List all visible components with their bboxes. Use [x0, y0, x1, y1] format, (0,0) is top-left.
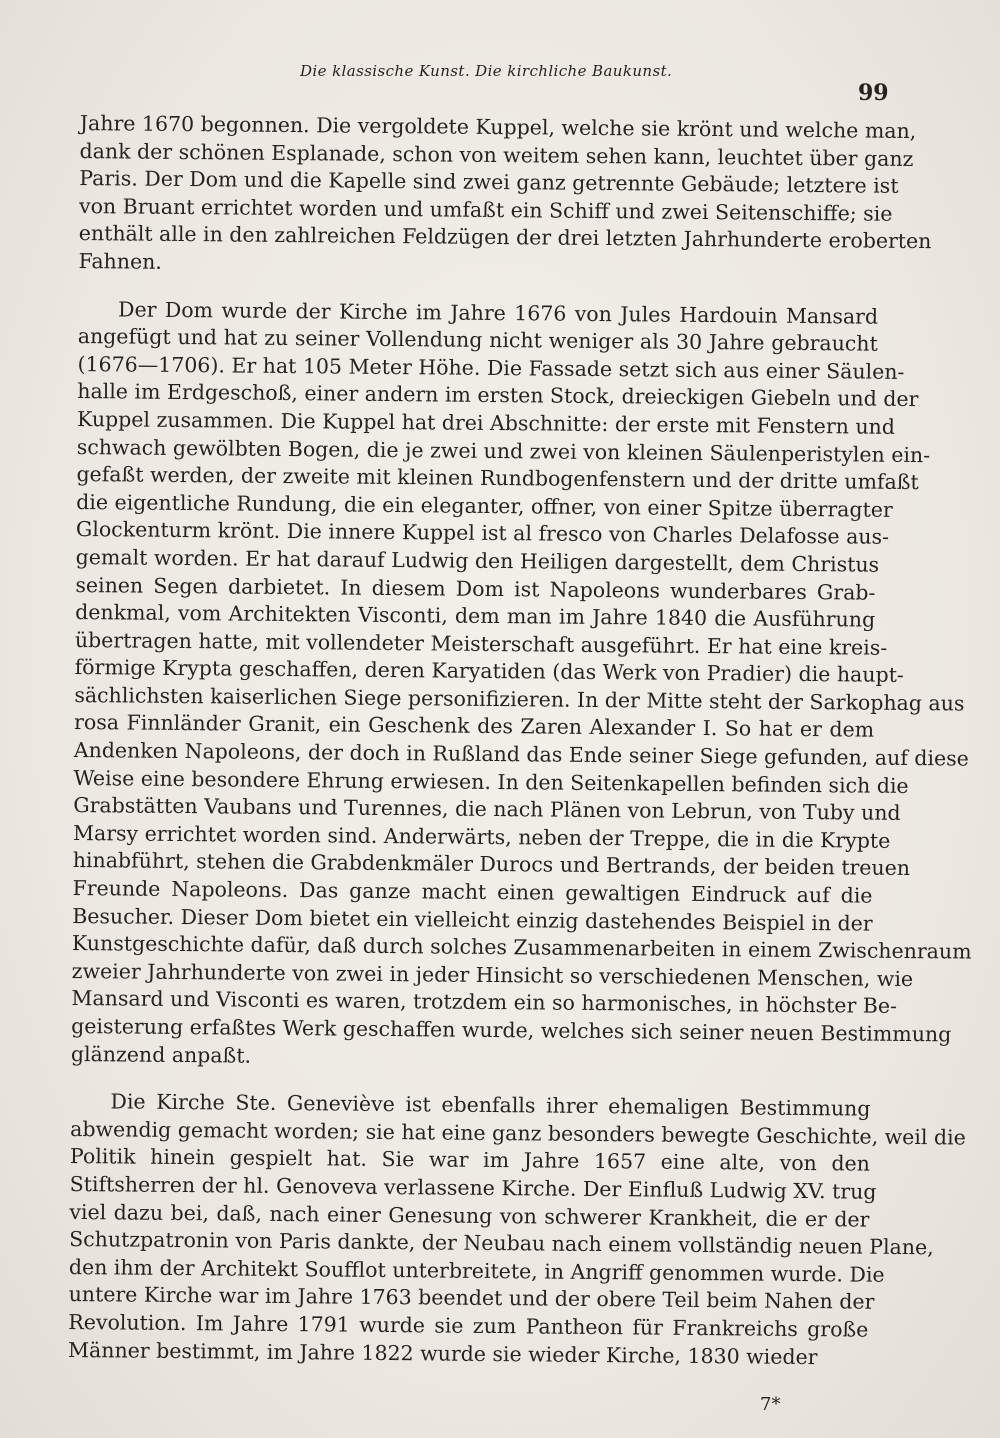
text-line: Politik hinein gespielt hat. Sie war im Jahre 1657 eine alte, von den [69, 1144, 871, 1177]
text-line: dank der schönen Esplanade, schon von weitem sehen kann, leuchtet über ganz [79, 138, 914, 171]
text-line: Fahnen. [78, 248, 162, 274]
text-line: gefaßt werden, der zweite mit kleinen Rundbogenfenstern und der dritte umfaßt [76, 462, 919, 495]
text-line: Der Dom wurde der Kirche im Jahre 1676 von Jules Hardouin Mansard [117, 296, 879, 329]
text-line: halle im Erdgeschoß, einer andern im ersten Stock, dreieckigen Giebeln und der [77, 379, 919, 412]
text-line: seinen Segen darbietet. In diesem Dom ist Napoleons wunderbares Grab- [75, 572, 876, 605]
text-line: Schutzpatronin von Paris dankte, der Neubau nach einem vollständig neuen Plane, [69, 1227, 934, 1260]
text-line: Weise eine besondere Ehrung erwiesen. In den Seitenkapellen befinden sich die [73, 765, 909, 798]
text-line: viel dazu bei, daß, nach einer Genesung von schwerer Krankheit, die er der [69, 1199, 870, 1232]
text-line: die eigentliche Rundung, die ein eleganter, offner, von einer Spitze überragter [76, 489, 893, 522]
text-line: Besucher. Dieser Dom bietet ein vielleicht einzig dastehendes Beispiel in der [72, 903, 873, 936]
text-line: übertragen hatte, mit vollendeter Meisterschaft ausgeführt. Er hat eine kreis- [74, 627, 888, 660]
running-title: Die klassische Kunst. Die kirchliche Baukunst. [300, 62, 673, 80]
paragraph [78, 110, 932, 283]
text-line: Freunde Napoleons. Das ganze macht einen gewaltigen Eindruck auf die [72, 875, 873, 908]
text-line: hinabführt, stehen die Grabdenkmäler Durocs und Bertrands, der beiden treuen [72, 848, 911, 881]
text-line: denkmal, vom Architekten Visconti, dem man im Jahre 1840 die Ausführung [75, 600, 876, 632]
text-line: förmige Krypta geschaffen, deren Karyatiden (das Werk von Pradier) die haupt- [74, 655, 904, 688]
text-line: sächlichsten kaiserlichen Siege personifizieren. In der Mitte steht der Sarkophag aus [74, 682, 965, 716]
text-line: Die Kirche Ste. Geneviève ist ebenfalls ihrer ehemaligen Bestimmung [110, 1089, 871, 1121]
paragraph [70, 296, 972, 1076]
text-line: Andenken Napoleons, der doch in Rußland das Ende seiner Siege gefunden, auf diese [73, 738, 969, 771]
page-number: 99 [858, 80, 889, 106]
text-line: angefügt und hat zu seiner Vollendung nicht weniger als 30 Jahre gebraucht [77, 324, 878, 356]
text-line: Marsy errichtet worden sind. Anderwärts, neben der Treppe, die in die Krypte [72, 820, 891, 853]
text-line: abwendig gemacht worden; sie hat eine ganz besonders bewegte Geschichte, weil die [70, 1116, 966, 1150]
text-line: geisterung erfaßtes Werk geschaffen wurde, welches sich seiner neuen Bestimmung [71, 1013, 952, 1047]
body-text [67, 110, 972, 1392]
text-line: Jahre 1670 begonnen. Die vergoldete Kuppel, welche sie krönt und welche man, [79, 110, 917, 144]
text-line: Grabstätten Vaubans und Turennes, die nach Plänen von Lebrun, von Tuby und [73, 793, 901, 826]
text-line: Stiftsherren der hl. Genoveva verlassene Kirche. Der Einfluß Ludwig XV. trug [69, 1171, 877, 1204]
text-line: (1676—1706). Er hat 105 Meter Höhe. Die Fassade setzt sich aus einer Säulen- [77, 351, 905, 384]
text-line: zweier Jahrhunderte von zwei in jeder Hinsicht so verschiedenen Menschen, wie [71, 958, 914, 991]
paragraph [67, 1088, 966, 1372]
printer-signature-mark: 7* [760, 1394, 781, 1415]
text-line: glänzend anpaßt. [70, 1041, 252, 1068]
text-line: Glockenturm krönt. Die innere Kuppel ist al fresco von Charles Delafosse aus- [75, 517, 890, 550]
text-line: untere Kirche war im Jahre 1763 beendet und der obere Teil beim Nahen der [68, 1282, 875, 1315]
text-line: Revolution. Im Jahre 1791 wurde sie zum Pantheon für Frankreichs große [68, 1309, 869, 1342]
text-line: schwach gewölbten Bogen, die je zwei und zwei von kleinen Säulenperistylen ein- [76, 434, 931, 467]
text-line: gemalt worden. Er hat darauf Ludwig den Heiligen dargestellt, dem Christus [75, 544, 880, 577]
text-line: Mansard und Visconti es waren, trotzdem ein so harmonisches, in höchster Be- [71, 986, 898, 1019]
text-line: Kuppel zusammen. Die Kuppel hat drei Abschnitte: der erste mit Fenstern und [76, 406, 896, 439]
text-line: von Bruant errichtet worden und umfaßt ein Schiff und zwei Seitenschiffe; sie [78, 193, 893, 226]
text-line: Kunstgeschichte dafür, daß durch solches Zusammenarbeiten in einem Zwischenraum [71, 931, 972, 964]
text-line: enthält alle in den zahlreichen Feldzügen der drei letzten Jahrhunderte eroberten [78, 221, 932, 254]
text-line: den ihm der Architekt Soufflot unterbreitete, in Angriff genommen wurde. Die [68, 1254, 885, 1287]
text-line: rosa Finnländer Granit, ein Geschenk des Zaren Alexander I. So hat er dem [74, 710, 875, 743]
text-line: Paris. Der Dom und die Kapelle sind zwei ganz getrennte Gebäude; letztere ist [79, 166, 899, 199]
text-line: Männer bestimmt, im Jahre 1822 wurde sie wieder Kirche, 1830 wieder [67, 1337, 818, 1369]
